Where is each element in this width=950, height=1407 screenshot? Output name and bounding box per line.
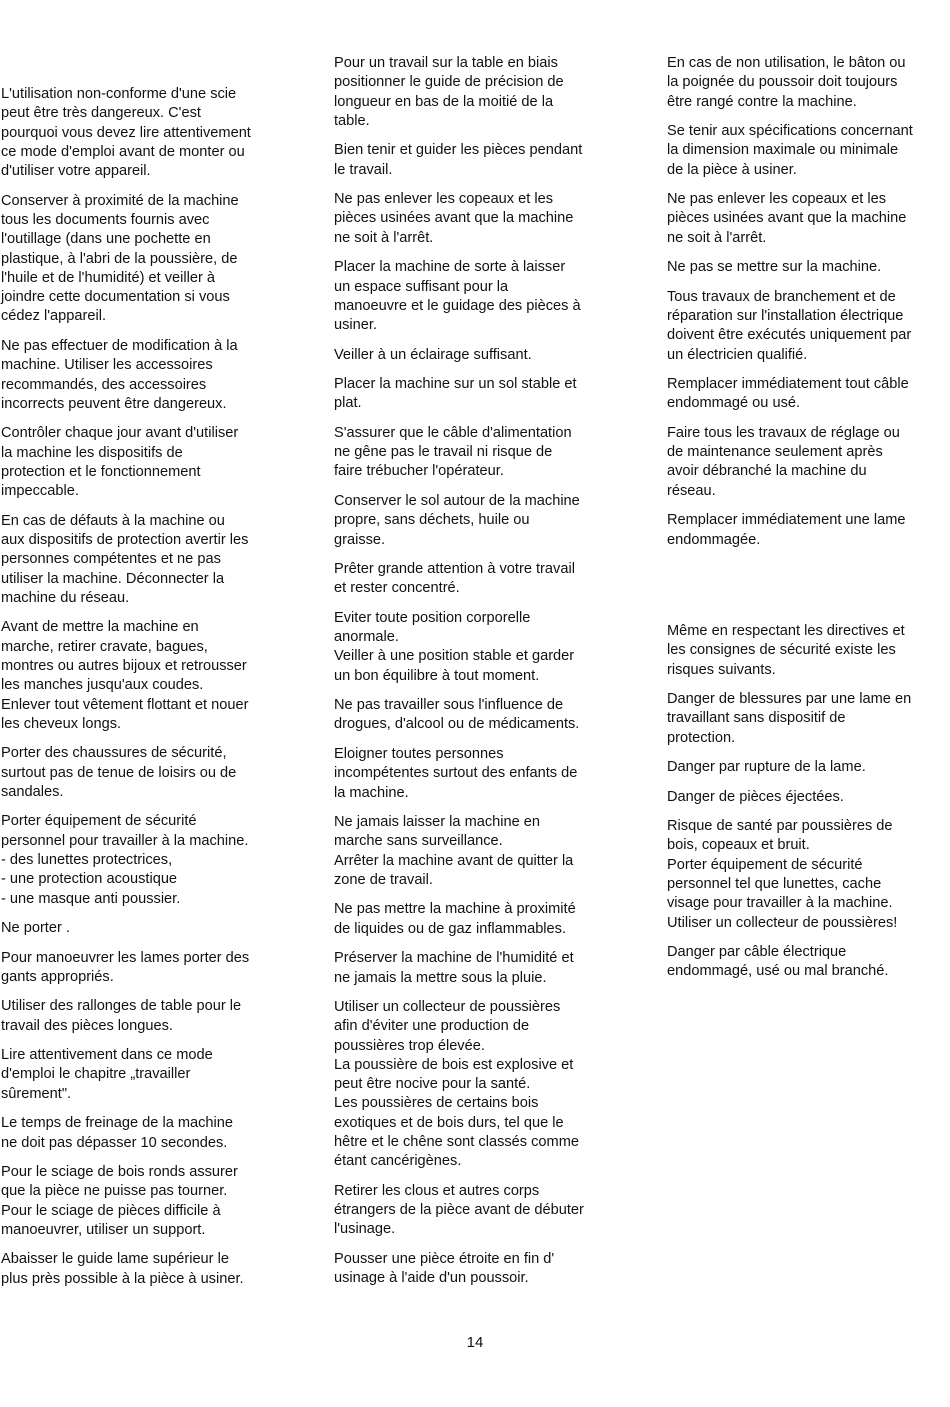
paragraph: Bien tenir et guider les pièces pendant le travail. xyxy=(334,142,583,178)
right-column-bottom xyxy=(667,622,950,992)
paragraph: Ne pas travailler sous l'influence de drogues, d'alcool ou de médicaments. xyxy=(334,697,580,733)
paragraph: Préserver la machine de l'humidité et ne jamais la mettre sous la pluie. xyxy=(334,950,574,986)
paragraph: Ne pas se mettre sur la machine. xyxy=(667,259,882,276)
paragraph: Remplacer immédiatement une lame endommagée. xyxy=(667,512,906,548)
paragraph: Contrôler chaque jour avant d'utiliser la machine les dispositifs de protection et le fonctionnement impeccable. xyxy=(1,425,239,500)
paragraph: Placer la machine sur un sol stable et plat. xyxy=(334,376,577,412)
paragraph: Même en respectant les directives et les consignes de sécurité existe les risques suivants. xyxy=(667,623,905,678)
paragraph: Prêter grande attention à votre travail et rester concentré. xyxy=(334,561,575,597)
paragraph: Lire attentivement dans ce mode d'emploi le chapitre „travailler sûrement". xyxy=(1,1047,213,1102)
paragraph: Veiller à un éclairage suffisant. xyxy=(334,346,532,363)
paragraph: Le temps de freinage de la machine ne doit pas dépasser 10 secondes. xyxy=(1,1115,234,1151)
paragraph: Utiliser un collecteur de poussières afin d'éviter une production de poussières trop élevée. La poussière de bois est explosive et peut être nocive pour la santé. Les poussières de certains bois exotiques et de bois durs, tel que le hêtre et le chêne sont classés comme étant cancérigènes. xyxy=(334,998,579,1170)
paragraph: Pousser une pièce étroite en fin d' usinage à l'aide d'un poussoir. xyxy=(334,1250,555,1287)
page-number: 14 xyxy=(466,1334,484,1351)
paragraph: Pour le sciage de bois ronds assurer que la pièce ne puisse pas tourner. Pour le sciage de pièces difficile à manoeuvrer, utiliser un support. xyxy=(1,1163,238,1238)
paragraph: Pour manoeuvrer les lames porter des gants appropriés. xyxy=(1,949,250,985)
paragraph: En cas de défauts à la machine ou aux dispositifs de protection avertir les personnes compétentes et ne pas utiliser la machine. Déconnecter la machine du réseau. xyxy=(1,512,249,606)
paragraph: Danger par câble électrique endommagé, usé ou mal branché. xyxy=(667,944,889,980)
paragraph: Se tenir aux spécifications concernant la dimension maximale ou minimale de la pièce à usiner. xyxy=(667,123,913,178)
paragraph: Ne jamais laisser la machine en marche sans surveillance. Arrêter la machine avant de quitter la zone de travail. xyxy=(334,814,574,888)
left-column xyxy=(1,85,321,1299)
right-column-top xyxy=(667,54,950,560)
paragraph: Avant de mettre la machine en marche, retirer cravate, bagues, montres ou autres bijoux et retrousser les manches jusqu'aux coudes. Enlever tout vêtement flottant et nouer les cheveux longs. xyxy=(1,619,249,732)
paragraph: Ne porter . xyxy=(1,920,70,937)
paragraph: Pour un travail sur la table en biais positionner le guide de précision de longueur en bas de la moitié de la table. xyxy=(334,55,564,129)
paragraph: Porter des chaussures de sécurité, surtout pas de tenue de loisirs ou de sandales. xyxy=(1,745,237,800)
paragraph: Retirer les clous et autres corps étrangers de la pièce avant de débuter l'usinage. xyxy=(334,1182,584,1238)
paragraph: Remplacer immédiatement tout câble endommagé ou usé. xyxy=(667,376,909,412)
paragraph: L'utilisation non-conforme d'une scie peut être très dangereux. C'est pourquoi vous devez lire attentivement ce mode d'emploi avant de monter ou d'utiliser votre appareil. xyxy=(1,86,251,180)
paragraph: Utiliser des rallonges de table pour le travail des pièces longues. xyxy=(1,998,242,1034)
paragraph: Danger de blessures par une lame en travaillant sans dispositif de protection. xyxy=(667,691,912,746)
paragraph: Ne pas enlever les copeaux et les pièces usinées avant que la machine ne soit à l'arrêt. xyxy=(667,191,907,246)
paragraph: Conserver le sol autour de la machine propre, sans déchets, huile ou graisse. xyxy=(334,492,580,548)
paragraph: Ne pas enlever les copeaux et les pièces usinées avant que la machine ne soit à l'arrêt. xyxy=(334,191,574,246)
paragraph: Porter équipement de sécurité personnel pour travailler à la machine. - des lunettes protectrices, - une protection acoustique - une masque anti poussier. xyxy=(1,813,249,907)
paragraph: Risque de santé par poussières de bois, copeaux et bruit. Porter équipement de sécurité personnel tel que lunettes, cache visage pour travailler à la machine. Utiliser un collecteur de poussières! xyxy=(667,818,898,931)
paragraph: Faire tous les travaux de réglage ou de maintenance seulement après avoir débranché la machine du réseau. xyxy=(667,424,900,499)
paragraph: Abaisser le guide lame supérieur le plus près possible à la pièce à usiner. xyxy=(1,1251,244,1287)
paragraph: Tous travaux de branchement et de réparation sur l'installation électrique doivent être exécutés uniquement par un électricien qualifié. xyxy=(667,288,912,363)
paragraph: Placer la machine de sorte à laisser un espace suffisant pour la manoeuvre et le guidage des pièces à usiner. xyxy=(334,259,581,334)
paragraph: Ne pas mettre la machine à proximité de liquides ou de gaz inflammables. xyxy=(334,901,576,937)
paragraph: Danger de pièces éjectées. xyxy=(667,788,844,805)
paragraph: S'assurer que le câble d'alimentation ne gêne pas le travail ni risque de faire trébucher l'opérateur. xyxy=(334,424,572,480)
paragraph: Eloigner toutes personnes incompétentes surtout des enfants de la machine. xyxy=(334,745,578,801)
paragraph: Eviter toute position corporelle anormale. Veiller à une position stable et garder un bon équilibre à tout moment. xyxy=(334,609,575,684)
paragraph: En cas de non utilisation, le bâton ou la poignée du poussoir doit toujours être rangé contre la machine. xyxy=(667,55,906,110)
paragraph: Ne pas effectuer de modification à la machine. Utiliser les accessoires recommandés, des accessoires incorrects peuvent être dangereux. xyxy=(1,337,238,412)
paragraph: Danger par rupture de la lame. xyxy=(667,759,866,776)
paragraph: Conserver à proximité de la machine tous les documents fournis avec l'outillage (dans une pochette en plastique, à l'abri de la poussière, de l'huile et de l'humidité) et veiller à joindre cette documentation si vous cédez l'appareil. xyxy=(1,192,239,325)
middle-column xyxy=(334,54,654,1299)
